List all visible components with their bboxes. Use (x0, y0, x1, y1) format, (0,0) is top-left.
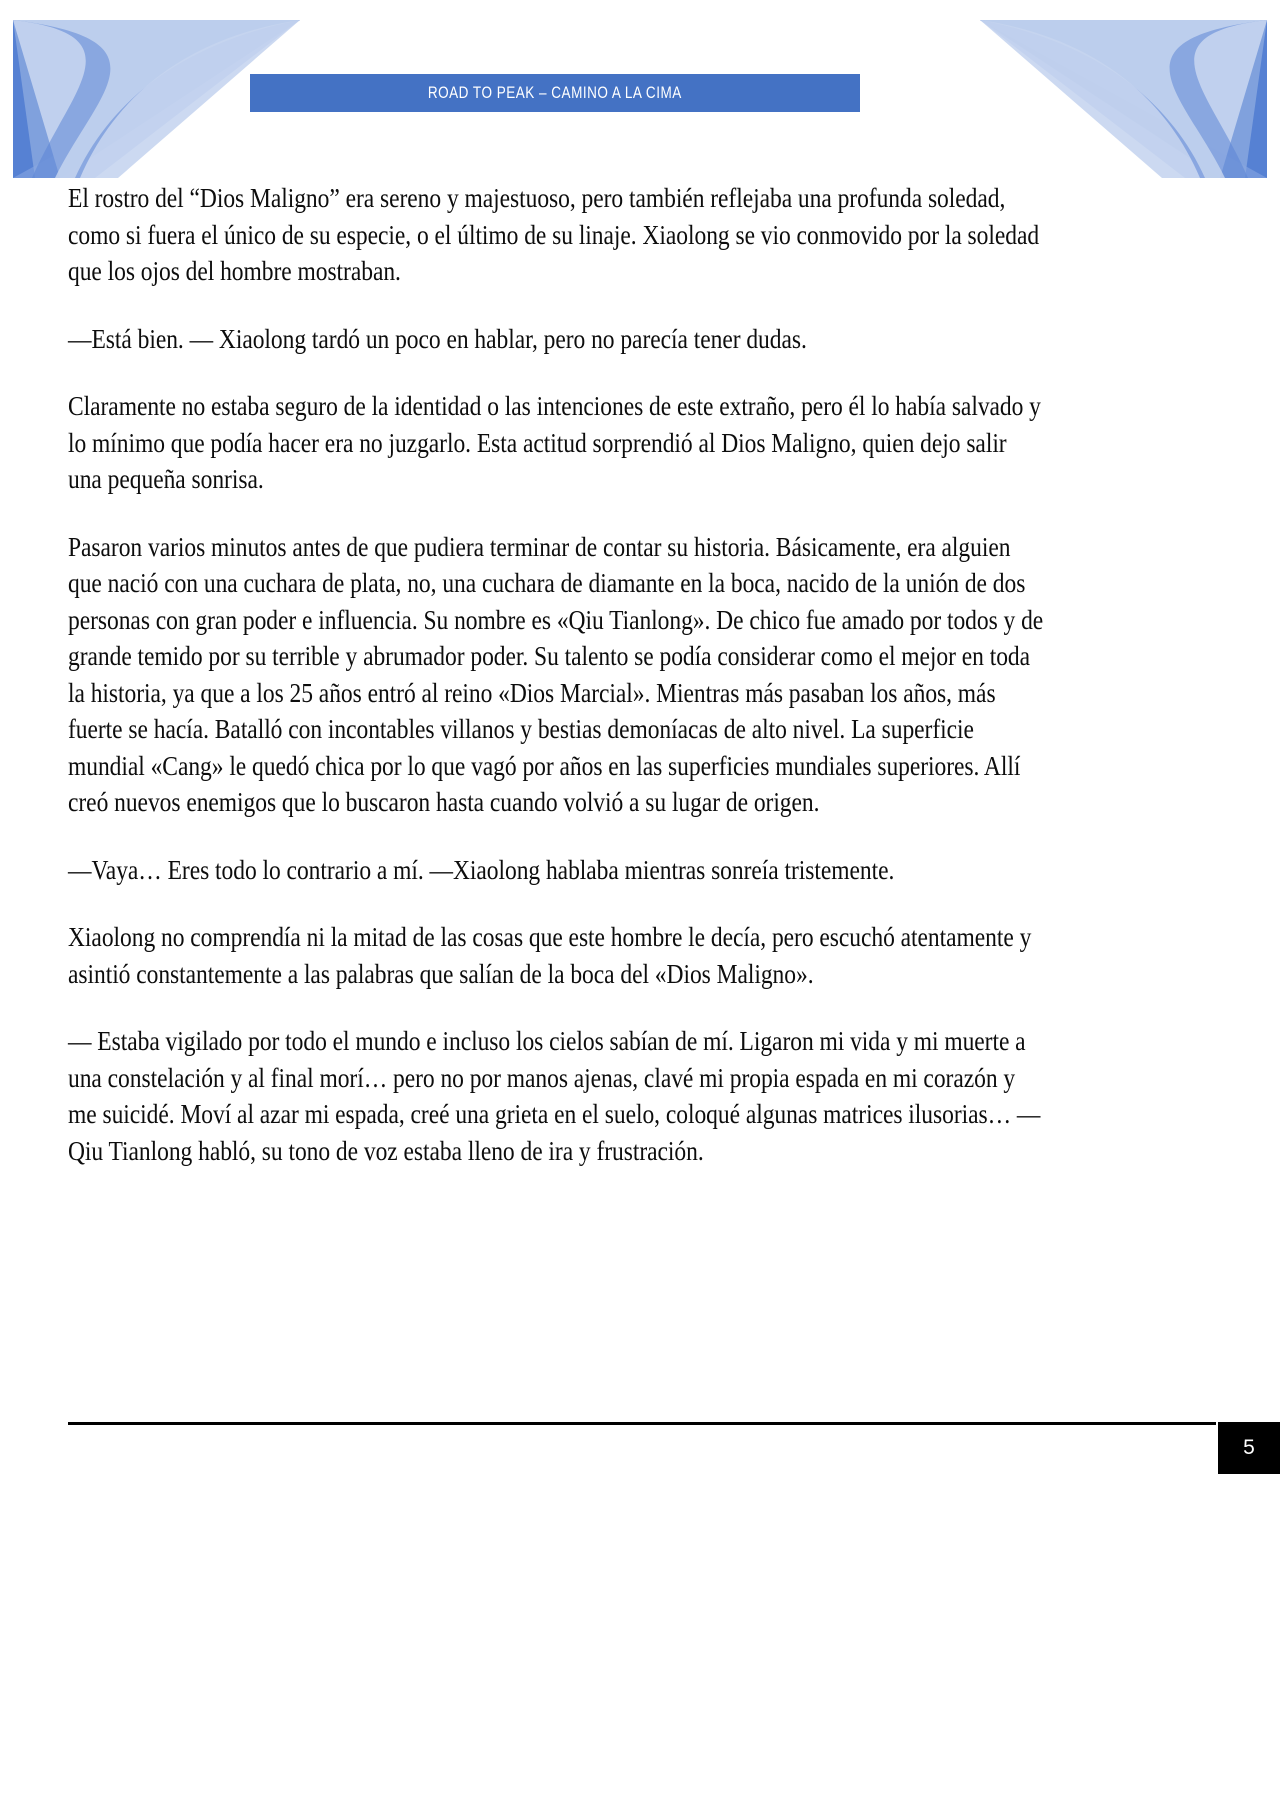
document-body (68, 180, 1043, 1169)
paragraph: Pasaron varios minutos antes de que pudiera terminar de contar su historia. Básicamente, era alguien que nació con una cuchara de plata, no, una cuchara de diamante en la boca, nacido de la unión de dos personas con gran poder e influencia. Su nombre es «Qiu Tianlong». De chico fue amado por todos y de grande temido por su terrible y abrumador poder. Su talento se podía considerar como el mejor en toda la historia, ya que a los 25 años entró al reino «Dios Marcial». Mientras más pasaban los años, más fuerte se hacía. Batalló con incontables villanos y bestias demoníacas de alto nivel. La superficie mundial «Cang» le quedó chica por lo que vagó por años en las superficies mundiales superiores. Allí creó nuevos enemigos que lo buscaron hasta cuando volvió a su lugar de origen. (68, 530, 1044, 817)
paragraph-dialogue: — Estaba vigilado por todo el mundo e incluso los cielos sabían de mí. Ligaron mi vida y mi muerte a una constelación y al final morí… pero no por manos ajenas, clavé mi propia espada en mi corazón y me suicidé. Moví al azar mi espada, creé una grieta en el suelo, coloqué algunas matrices ilusorias… — Qiu Tianlong habló, su tono de voz estaba lleno de ira y frustración. (68, 1025, 1041, 1166)
paragraph: Xiaolong no comprendía ni la mitad de las cosas que este hombre le decía, pero escuchó atentamente y asintió constantemente a las palabras que salían de la boca del «Dios Maligno». (68, 921, 1032, 989)
footer-divider (68, 1422, 1216, 1425)
page-header (0, 0, 1280, 178)
paragraph-dialogue: —Vaya… Eres todo lo contrario a mí. —Xiaolong hablaba mientras sonreía tristemente. (68, 853, 895, 885)
title-banner (250, 74, 860, 112)
paragraph: El rostro del “Dios Maligno” era sereno y majestuoso, pero también reflejaba una profunda soledad, como si fuera el único de su especie, o el último de su linaje. Xiaolong se vio conmovido por la soledad que los ojos del hombre mostraban. (68, 182, 1040, 286)
page-number: 5 (1243, 1436, 1255, 1459)
page-number-badge (1218, 1422, 1280, 1474)
paragraph-dialogue: —Está bien. — Xiaolong tardó un poco en hablar, pero no parecía tener dudas. (68, 322, 807, 354)
document-title: ROAD TO PEAK – CAMINO A LA CIMA (428, 83, 682, 102)
header-decoration-right (980, 0, 1280, 178)
paragraph: Claramente no estaba seguro de la identidad o las intenciones de este extraño, pero él lo había salvado y lo mínimo que podía hacer era no juzgarlo. Esta actitud sorprendió al Dios Maligno, quien dejo salir una pequeña sonrisa. (68, 390, 1041, 494)
page-footer (0, 1422, 1280, 1482)
